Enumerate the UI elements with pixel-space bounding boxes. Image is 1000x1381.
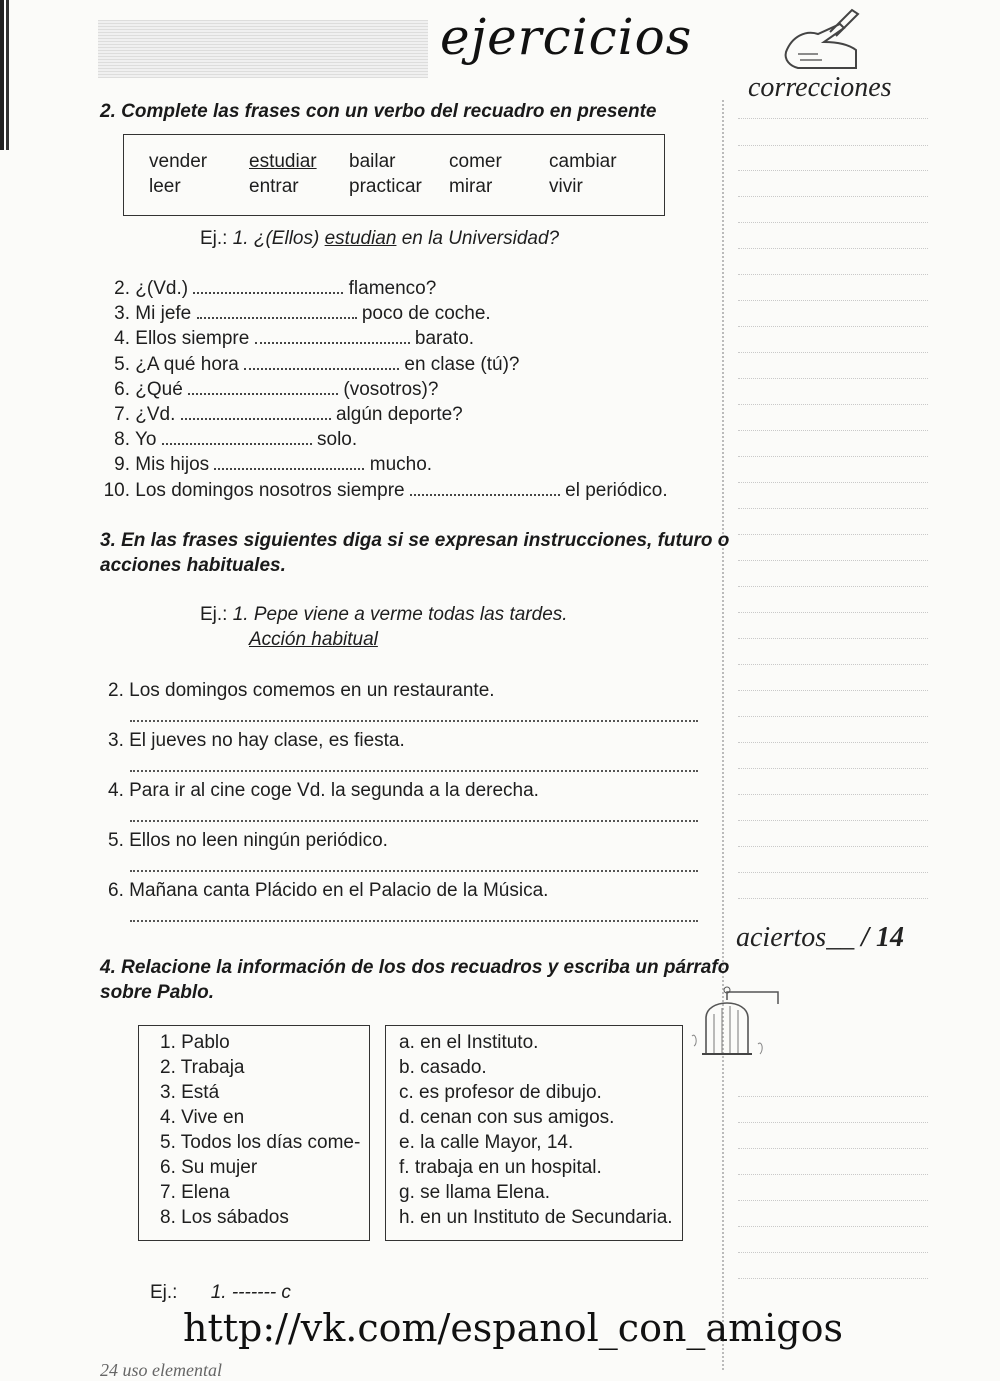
list-item: 6. Mañana canta Plácido en el Palacio de la Música. (108, 880, 549, 901)
list-item: a. en el Instituto. (399, 1032, 539, 1053)
verb-word: comer (449, 151, 502, 172)
answer-blank[interactable] (244, 356, 399, 370)
list-item: 4. Para ir al cine coge Vd. la segunda a la derecha. (108, 780, 539, 801)
header-texture (98, 20, 428, 78)
list-item: 8. Los sábados (160, 1207, 289, 1228)
watermark-url: http://vk.com/espanol_con_amigos (183, 1306, 843, 1350)
score-total: / 14 (861, 922, 904, 953)
list-item: 2. ¿(Vd.) flamenco? (114, 278, 437, 299)
example-answer: estudian (324, 228, 397, 249)
page-title: ejercicios (440, 8, 693, 66)
list-item: 6. Su mujer (160, 1157, 258, 1178)
answer-blank[interactable] (188, 381, 338, 395)
list-item: 3. Está (160, 1082, 220, 1103)
list-item: 5. ¿A qué hora en clase (tú)? (114, 353, 520, 375)
list-item: 3. Mi jefe poco de coche. (114, 303, 491, 325)
answer-blank[interactable] (214, 456, 364, 470)
example-answer: Acción habitual (249, 629, 378, 650)
list-item: 4. Vive en (160, 1107, 245, 1128)
exercise3-heading (100, 530, 729, 577)
exercise2-list (103, 278, 668, 505)
exercise3-example (200, 604, 568, 651)
list-item: h. en un Instituto de Secundaria. (399, 1207, 673, 1228)
score-label (736, 922, 904, 954)
verb-word: entrar (249, 176, 299, 197)
example-prefix: Ej.: (200, 604, 228, 625)
predicates-box (385, 1025, 683, 1241)
answer-line[interactable] (130, 820, 698, 822)
answer-line[interactable] (130, 720, 698, 722)
list-item: 4. Ellos siempre barato. (114, 328, 475, 350)
verb-word: vender (149, 151, 208, 172)
example-prefix: Ej.: (200, 228, 228, 249)
birdcage-icon (688, 984, 788, 1068)
answer-blank[interactable] (181, 406, 331, 420)
verb-word: bailar (349, 151, 396, 172)
list-item: 7. ¿Vd. algún deporte? (114, 403, 463, 425)
answer-blank[interactable] (193, 280, 343, 294)
example-text: en la Universidad? (401, 228, 560, 249)
answer-line[interactable] (130, 920, 698, 922)
page-binding (0, 0, 12, 150)
verb-box (123, 134, 665, 216)
exercise2-heading: 2. Complete las frases con un verbo del recuadro en presente (100, 101, 657, 122)
verb-word: mirar (449, 176, 493, 197)
list-item: f. trabaja en un hospital. (399, 1157, 602, 1178)
answer-line[interactable] (130, 870, 698, 872)
example-sentence: 1. Pepe viene a verme todas las tardes. (232, 604, 568, 625)
list-item: 8. Yo solo. (114, 429, 358, 451)
verb-word: leer (149, 176, 181, 197)
answer-blank[interactable] (162, 431, 312, 445)
list-item: b. casado. (399, 1057, 487, 1078)
example-text: ¿(Ellos) (253, 228, 320, 249)
answer-blank[interactable] (197, 305, 357, 319)
writing-hand-icon (778, 6, 868, 72)
list-item: 2. Trabaja (160, 1057, 245, 1078)
answer-line[interactable] (130, 770, 698, 772)
list-item: 5. Todos los días come- (160, 1132, 361, 1153)
verb-word: estudiar (249, 151, 317, 172)
example-answer: 1. ------- c (210, 1282, 291, 1303)
heading-line: 3. En las frases siguientes diga si se expresan instrucciones, futuro o (100, 530, 730, 551)
list-item: g. se llama Elena. (399, 1182, 551, 1203)
answer-blank[interactable] (255, 330, 410, 344)
heading-line: acciones habituales. (100, 555, 286, 576)
list-item: 7. Elena (160, 1182, 230, 1203)
example-prefix: Ej.: (150, 1282, 178, 1303)
exercise2-example (200, 228, 559, 250)
subjects-box (138, 1025, 370, 1241)
list-item: 10. Los domingos nosotros siempre el periódico. (103, 479, 668, 501)
list-item: 5. Ellos no leen ningún periódico. (108, 830, 388, 851)
list-item: c. es profesor de dibujo. (399, 1082, 602, 1103)
score-text: aciertos__ (736, 922, 855, 953)
list-item: 3. El jueves no hay clase, es fiesta. (108, 730, 405, 751)
exercise4-heading (100, 957, 729, 1004)
list-item: 6. ¿Qué (vosotros)? (114, 378, 439, 400)
verb-word: cambiar (549, 151, 617, 172)
heading-line: 4. Relacione la información de los dos recuadros y escriba un párrafo (100, 957, 730, 978)
example-number: 1. (232, 228, 249, 249)
exercise4-example (150, 1282, 291, 1304)
answer-blank[interactable] (410, 482, 560, 496)
list-item: e. la calle Mayor, 14. (399, 1132, 574, 1153)
list-item: 9. Mis hijos mucho. (114, 454, 433, 476)
verb-word: practicar (349, 176, 422, 197)
verb-word: vivir (549, 176, 583, 197)
list-item: 2. Los domingos comemos en un restaurante. (108, 680, 495, 701)
page-footer: 24 uso elemental (100, 1360, 222, 1380)
list-item: 1. Pablo (160, 1032, 230, 1053)
list-item: d. cenan con sus amigos. (399, 1107, 615, 1128)
heading-line: sobre Pablo. (100, 982, 215, 1003)
corrections-label: correcciones (748, 72, 892, 103)
corrections-column (722, 100, 726, 1370)
